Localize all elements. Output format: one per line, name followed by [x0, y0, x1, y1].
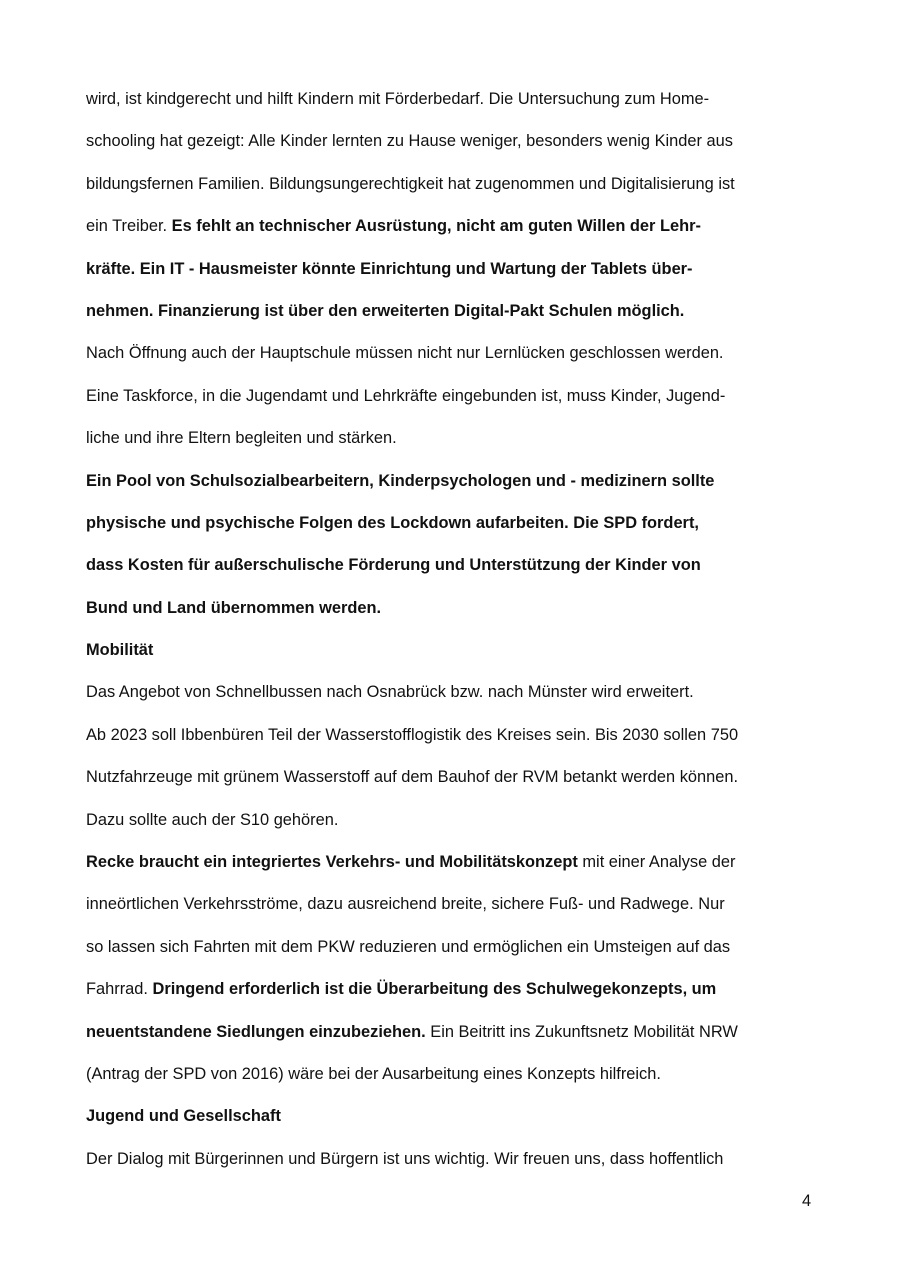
text-segment: Nach Öffnung auch der Hauptschule müssen nicht nur Lernlücken geschlossen werden. [86, 344, 724, 363]
text-line [86, 128, 826, 170]
text-segment: mit einer Analyse der [577, 853, 736, 872]
text-line [86, 340, 826, 382]
text-segment: Ein Beitritt ins Zukunftsnetz Mobilität NRW [425, 1022, 738, 1041]
text-line [86, 807, 826, 849]
bold-text-segment: kräfte. Ein IT - Hausmeister könnte Einrichtung und Wartung der Tablets über- [86, 259, 693, 278]
text-line [86, 383, 826, 425]
text-line [86, 595, 826, 637]
text-segment: (Antrag der SPD von 2016) wäre bei der Ausarbeitung eines Konzepts hilfreich. [86, 1064, 661, 1083]
text-line [86, 468, 826, 510]
text-line [86, 637, 826, 679]
text-line [86, 298, 826, 340]
text-segment: Der Dialog mit Bürgerinnen und Bürgern ist uns wichtig. Wir freuen uns, dass hoffentlich [86, 1149, 724, 1168]
text-line [86, 171, 826, 213]
text-segment: Dazu sollte auch der S10 gehören. [86, 810, 339, 829]
bold-text-segment: neuentstandene Siedlungen einzubeziehen. [86, 1022, 426, 1041]
document-body [86, 86, 826, 1188]
text-line [86, 552, 826, 594]
text-line [86, 425, 826, 467]
text-line [86, 976, 826, 1018]
bold-text-segment: Mobilität [86, 641, 154, 660]
text-line [86, 1061, 826, 1103]
text-line [86, 934, 826, 976]
text-line [86, 1103, 826, 1145]
text-segment: bildungsfernen Familien. Bildungsungerechtigkeit hat zugenommen und Digitalisierung ist [86, 174, 735, 193]
bold-text-segment: Recke braucht ein integriertes Verkehrs- und Mobilitätskonzept [86, 853, 578, 872]
text-line [86, 849, 826, 891]
text-segment: Eine Taskforce, in die Jugendamt und Lehrkräfte eingebunden ist, muss Kinder, Jugend- [86, 386, 726, 405]
bold-text-segment: physische und psychische Folgen des Lockdown aufarbeiten. Die SPD fordert, [86, 513, 699, 532]
bold-text-segment: Jugend und Gesellschaft [86, 1107, 281, 1126]
text-segment: liche und ihre Eltern begleiten und stärken. [86, 429, 397, 448]
text-line [86, 213, 826, 255]
text-line [86, 764, 826, 806]
text-segment: schooling hat gezeigt: Alle Kinder lernten zu Hause weniger, besonders wenig Kinder aus [86, 132, 733, 151]
bold-text-segment: Dringend erforderlich ist die Überarbeitung des Schulwegekonzepts, um [152, 980, 717, 999]
text-segment: Das Angebot von Schnellbussen nach Osnabrück bzw. nach Münster wird erweitert. [86, 683, 694, 702]
text-line [86, 510, 826, 552]
text-segment: wird, ist kindgerecht und hilft Kindern mit Förderbedarf. Die Untersuchung zum Home- [86, 90, 710, 108]
text-segment: ein Treiber. [86, 217, 172, 236]
text-line [86, 86, 826, 128]
text-segment: inneörtlichen Verkehrsströme, dazu ausreichend breite, sichere Fuß- und Radwege. Nur [86, 895, 725, 914]
bold-text-segment: dass Kosten für außerschulische Förderung und Unterstützung der Kinder von [86, 556, 701, 575]
bold-text-segment: Ein Pool von Schulsozialbearbeitern, Kinderpsychologen und - medizinern sollte [86, 471, 715, 490]
page-number: 4 [802, 1192, 812, 1210]
bold-text-segment: Es fehlt an technischer Ausrüstung, nicht am guten Willen der Lehr- [171, 217, 701, 236]
text-line [86, 1019, 826, 1061]
text-line [86, 722, 826, 764]
text-line [86, 1146, 826, 1188]
text-line [86, 679, 826, 721]
bold-text-segment: Bund und Land übernommen werden. [86, 598, 382, 617]
text-segment: Nutzfahrzeuge mit grünem Wasserstoff auf dem Bauhof der RVM betankt werden können. [86, 768, 739, 787]
text-segment: so lassen sich Fahrten mit dem PKW reduzieren und ermöglichen ein Umsteigen auf das [86, 937, 731, 956]
text-segment: Fahrrad. [86, 980, 153, 999]
text-line [86, 256, 826, 298]
text-line [86, 891, 826, 933]
text-segment: Ab 2023 soll Ibbenbüren Teil der Wasserstofflogistik des Kreises sein. Bis 2030 sollen 750 [86, 725, 739, 744]
bold-text-segment: nehmen. Finanzierung ist über den erweiterten Digital-Pakt Schulen möglich. [86, 301, 685, 320]
